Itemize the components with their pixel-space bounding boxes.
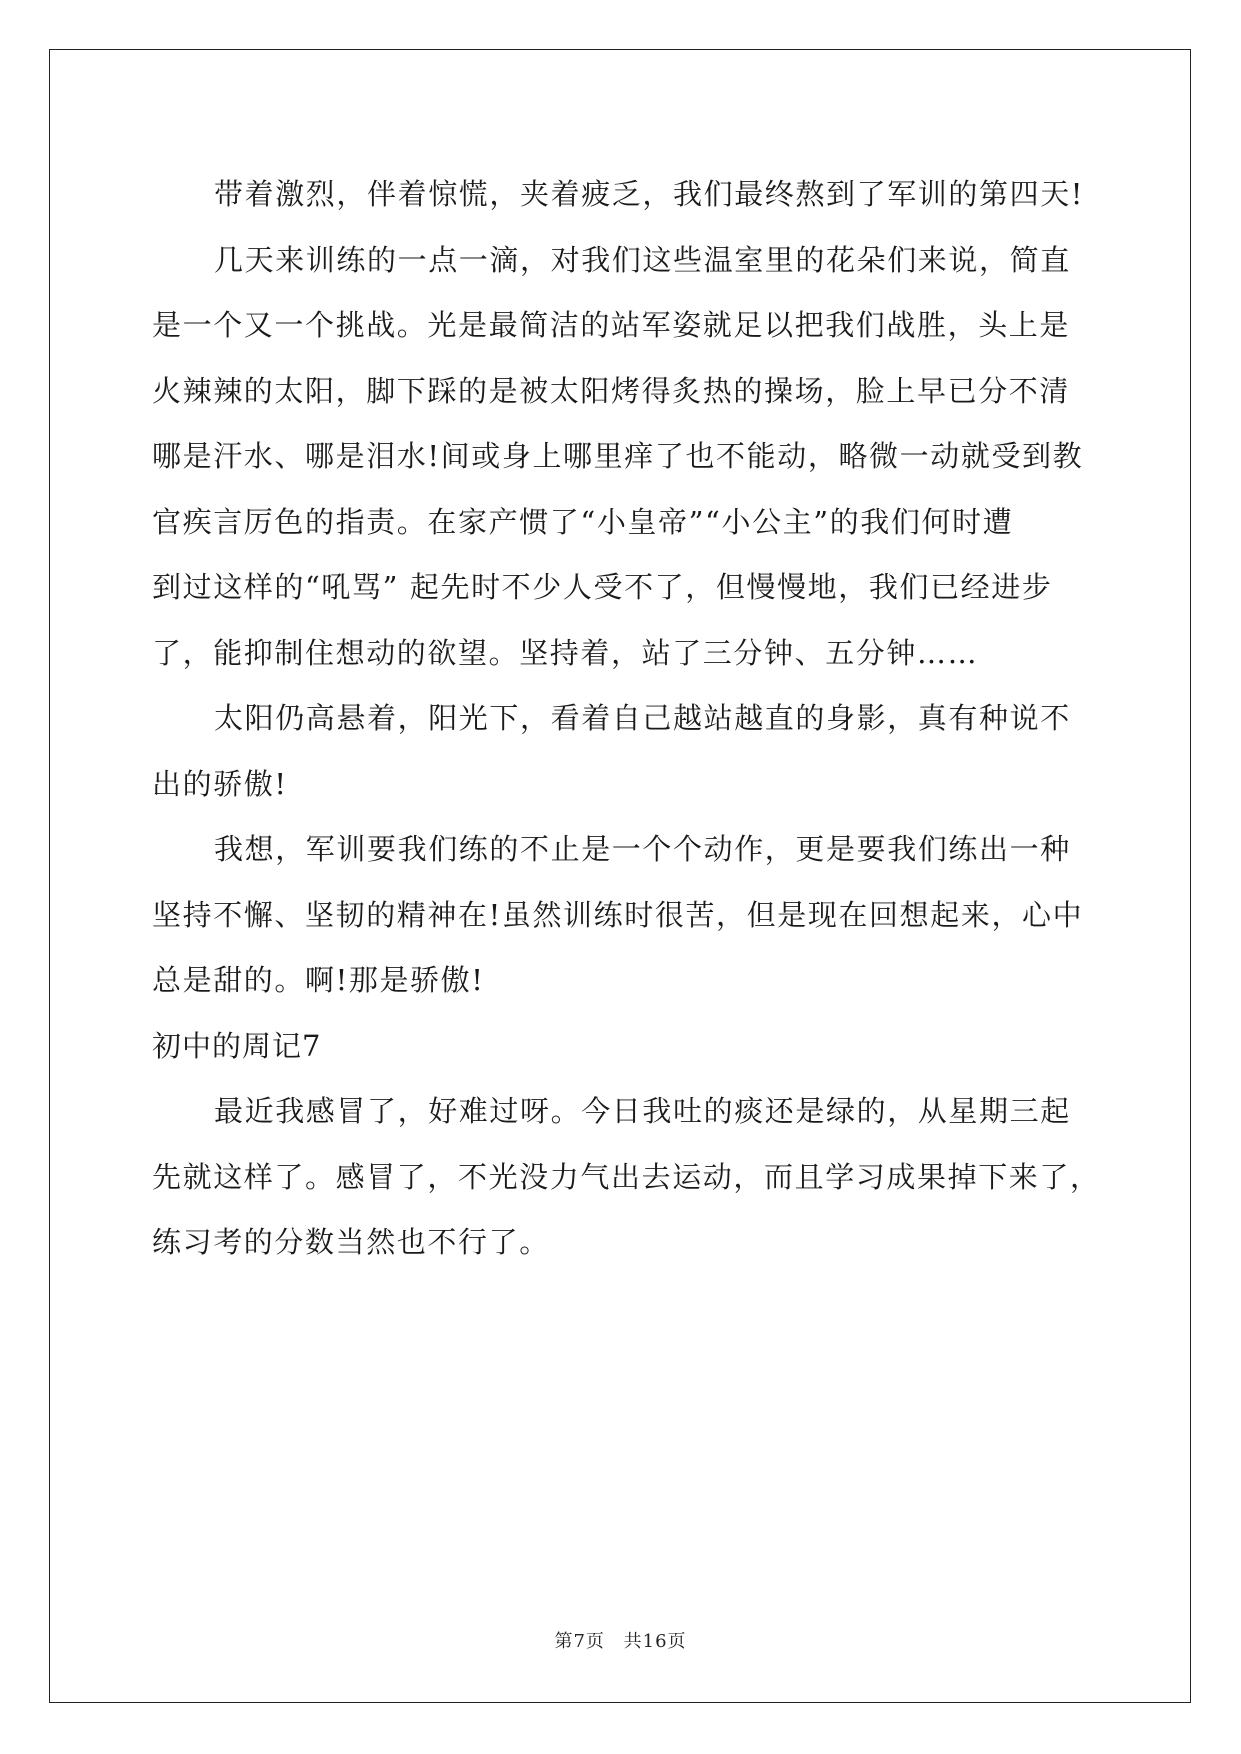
page-footer [0, 1627, 1241, 1653]
paragraph-line: 最近我感冒了，好难过呀。今日我吐的痰还是绿的，从星期三起 [214, 1094, 1071, 1128]
paragraph-line: 先就这样了。感冒了，不光没力气出去运动，而且学习成果掉下来了， [152, 1159, 1101, 1194]
paragraph-line: 几天来训练的一点一滴，对我们这些温室里的花朵们来说，简直 [214, 242, 1071, 277]
paragraph-line: 坚持不懈、坚韧的精神在!虽然训练时很苦，但是现在回想起来，心中 [152, 897, 1084, 932]
page-total: 共16页 [623, 1631, 687, 1652]
paragraph-line: 火辣辣的太阳，脚下踩的是被太阳烤得炙热的操场，脸上早已分不清 [152, 373, 1071, 408]
paragraph-line: 了，能抑制住想动的欲望。坚持着，站了三分钟、五分钟…… [152, 635, 979, 670]
paragraph-line: 哪是汗水、哪是泪水!间或身上哪里痒了也不能动，略微一动就受到教 [152, 439, 1084, 473]
document-body [152, 162, 1101, 1276]
section-heading: 初中的周记7 [152, 1028, 322, 1063]
paragraph-line: 官疾言厉色的指责。在家产惯了“小皇帝”“小公主”的我们何时遭 [152, 504, 1014, 539]
paragraph-line: 出的骄傲! [152, 766, 288, 801]
paragraph-line: 我想，军训要我们练的不止是一个个动作，更是要我们练出一种 [214, 832, 1071, 866]
paragraph-line: 到过这样的“吼骂” 起先时不少人受不了，但慢慢地，我们已经进步 [152, 570, 1053, 604]
paragraph-line: 带着激烈，伴着惊慌，夹着疲乏，我们最终熬到了军训的第四天! [214, 177, 1085, 211]
page-number: 第7页 [554, 1631, 605, 1652]
paragraph-line: 是一个又一个挑战。光是最简洁的站军姿就足以把我们战胜，头上是 [152, 308, 1071, 342]
paragraph-line: 总是甜的。啊!那是骄傲! [152, 963, 485, 997]
paragraph-line: 太阳仍高悬着，阳光下，看着自己越站越直的身影，真有种说不 [214, 701, 1071, 735]
paragraph-line: 练习考的分数当然也不行了。 [152, 1225, 550, 1259]
